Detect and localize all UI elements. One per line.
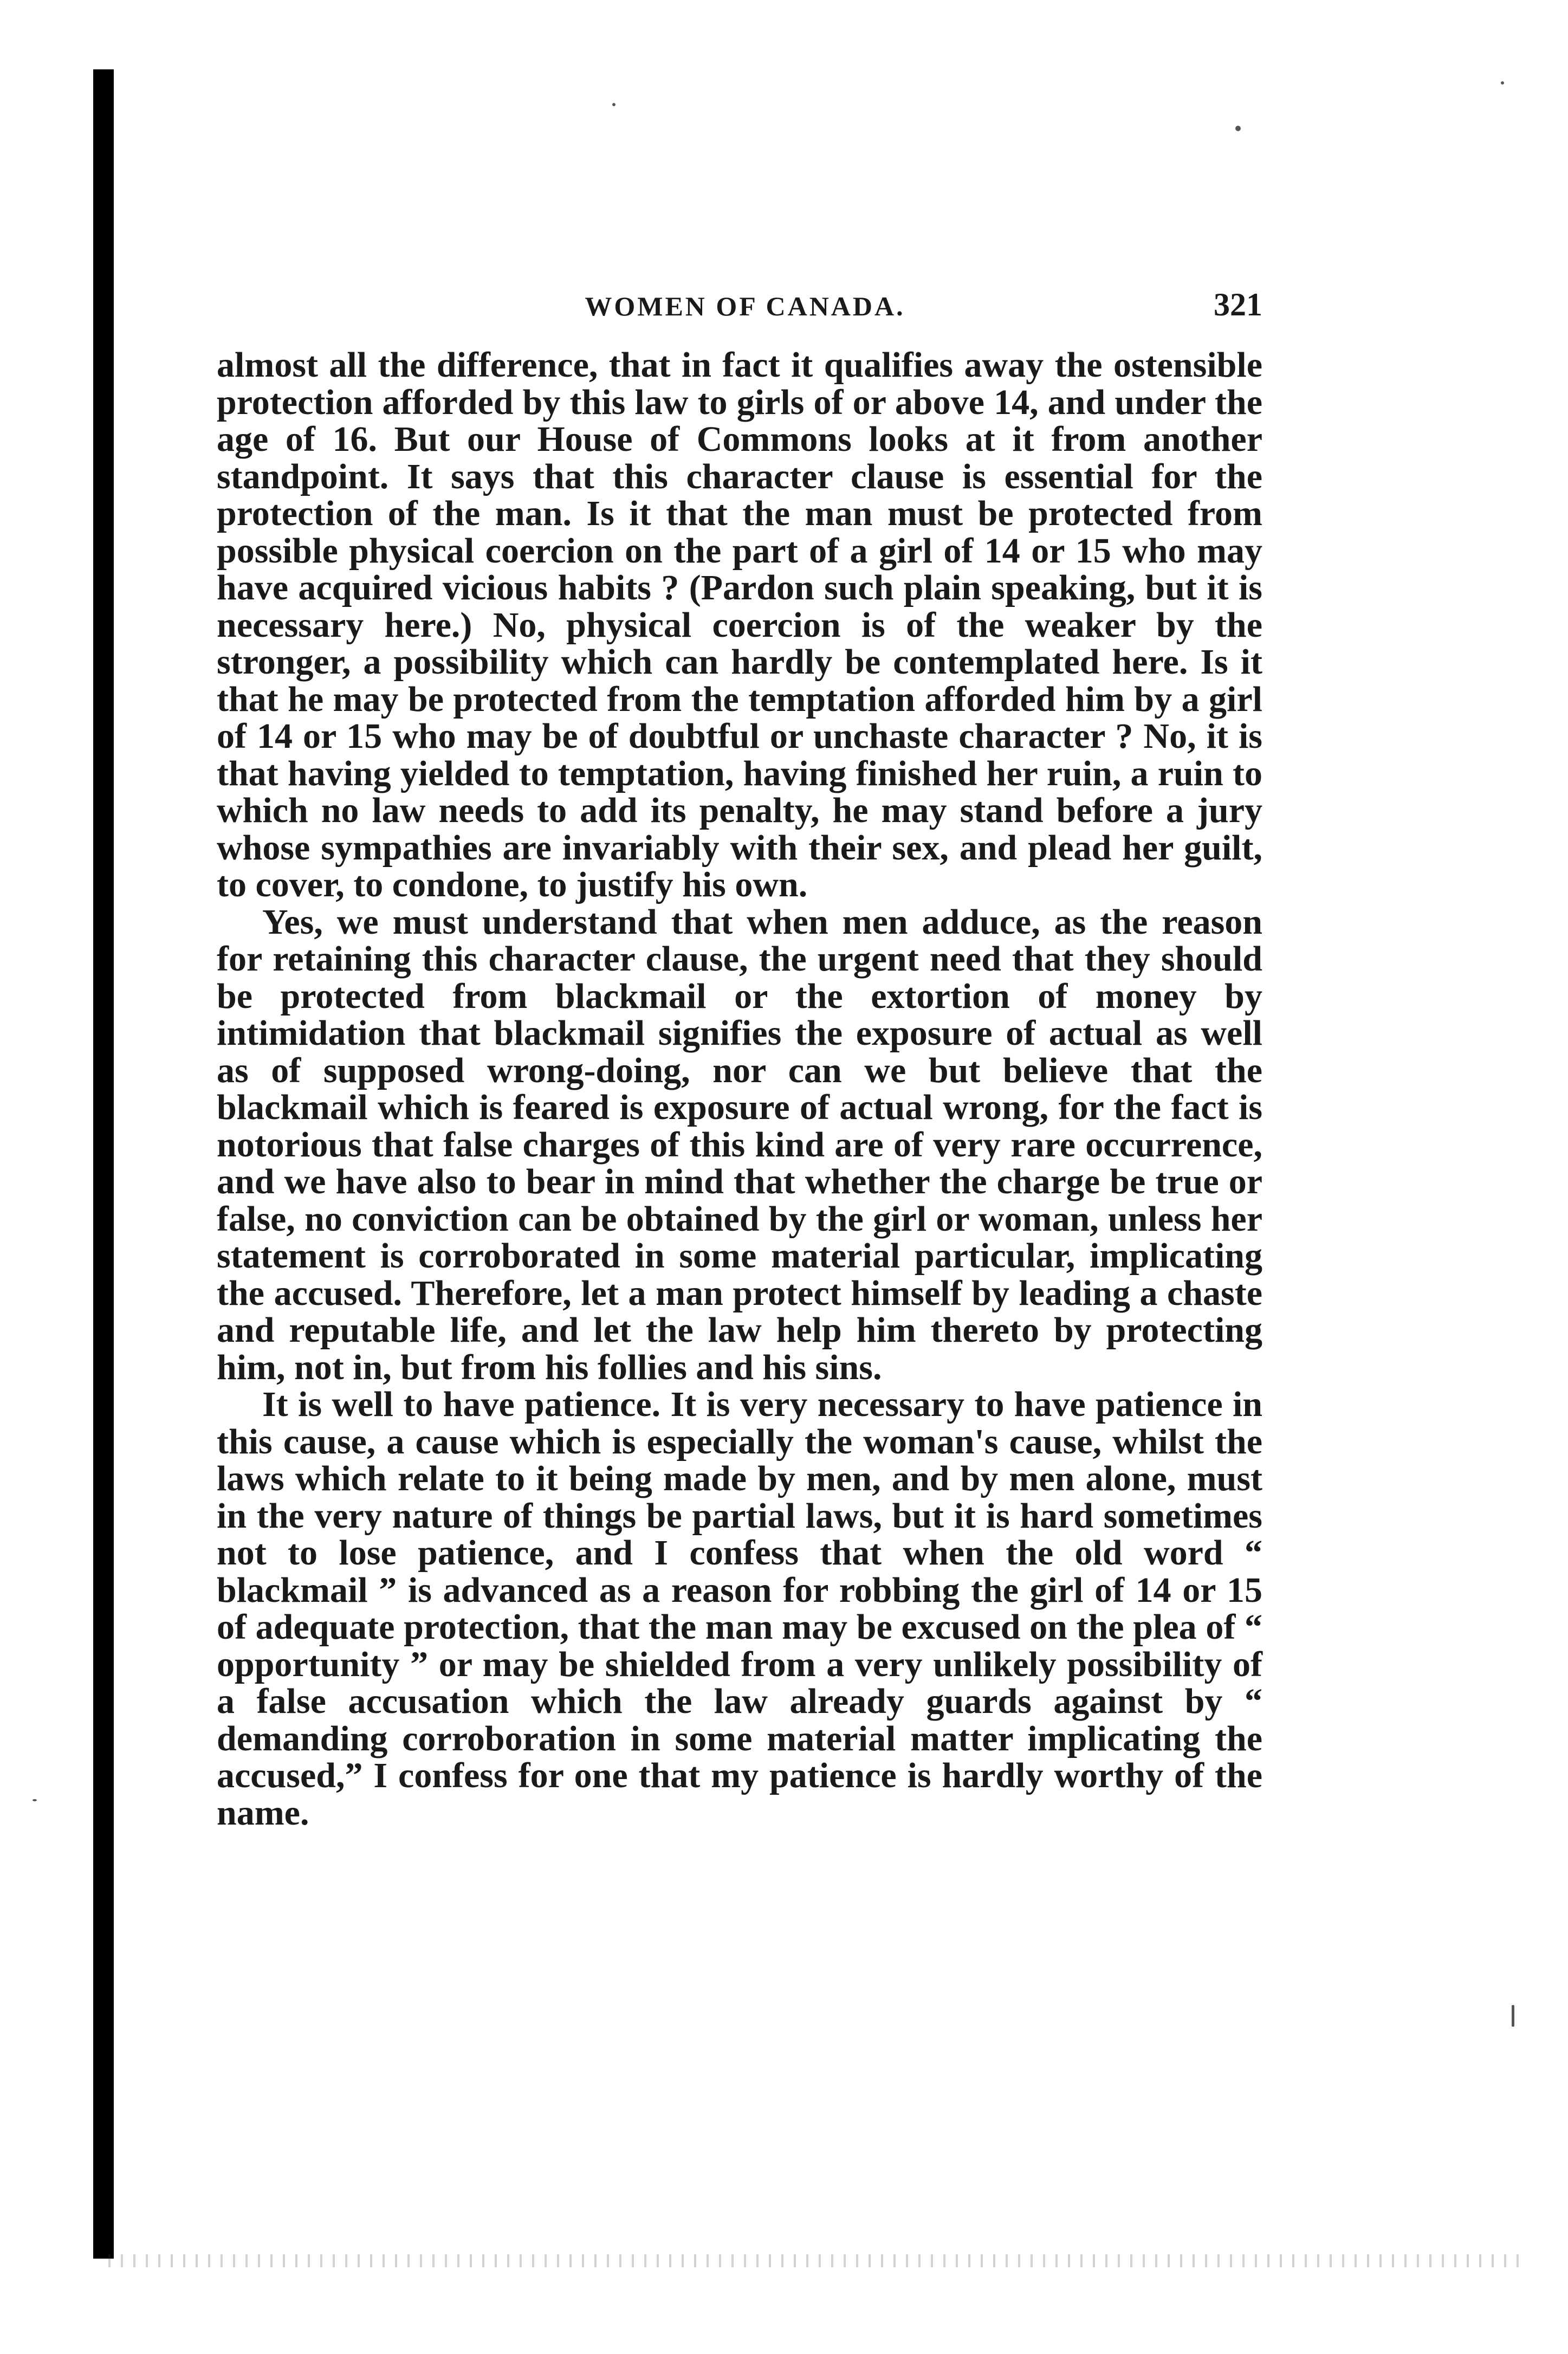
paragraph-2: Yes, we must understand that when men adduce, as the reason for retaining this character clause, the urgent need that they should be protected from blackmail or the extortion of money by intimidation that blackmail signifies the exposure of actual as well as of supposed wrong-doing, nor can we but believe that the blackmail which is feared is exposure of actual wrong, for the fact is notorious that false charges of this kind are of very rare occurrence, and we have also to bear in mind that whether the charge be true or false, no conviction can be obtained by the girl or woman, unless her statement is corroborated in some material particular, implicating the accused. Therefore, let a man protect himself by leading a chaste and reputable life, and let the law help him thereto by protecting him, not in, but from his follies and his sins. bbox=[217, 902, 1262, 1387]
paragraph-3: It is well to have patience. It is very necessary to have patience in this cause, a cause which is especially the woman's cause, whilst the laws which relate to it being made by men, and by men alone, must in the very nature of things be partial laws, but it is hard sometimes not to lose patience, and I confess that when the old word “ blackmail ” is advanced as a reason for robbing the girl of 14 or 15 of adequate protection, that the man may be excused on the plea of “ opportunity ” or may be shielded from a very unlikely possibility of a false accusation which the law already guards against by “ demanding corroboration in some material matter implicating the accused,” I confess for one that my patience is hardly worthy of the name. bbox=[217, 1385, 1262, 1833]
paragraph-1: almost all the difference, that in fact it qualifies away the ostensible protection afforded by this law to girls of or above 14, and under the age of 16. But our House of Commons looks at it from another standpoint. It says that this character clause is essential for the protection of the man. Is it that the man must be protected from possible physical coercion on the part of a girl of 14 or 15 who may have acquired vicious habits ? (Pardon such plain speaking, but it is necessary here.) No, physical coercion is of the weaker by the stronger, a possibility which can hardly be contemplated here. Is it that he may be protected from the temptation afforded him by a girl of 14 or 15 who may be of doubtful or unchaste character ? No, it is that having yielded to temptation, having finished her ruin, a ruin to which no law needs to add its penalty, he may stand before a jury whose sympathies are invariably with their sex, and plead her guilt, to cover, to condone, to justify his own. bbox=[217, 345, 1262, 904]
page-number: 321 bbox=[1214, 287, 1262, 322]
body-text bbox=[217, 347, 1262, 1832]
page-binding-edge bbox=[93, 69, 114, 2259]
scan-speck bbox=[612, 103, 615, 106]
scan-speck bbox=[1512, 2005, 1514, 2027]
page-header bbox=[217, 286, 1273, 324]
running-head: WOMEN OF CANADA. bbox=[585, 291, 905, 321]
scan-speck bbox=[1501, 81, 1504, 85]
scan-speck bbox=[1235, 126, 1241, 131]
scan-noise-strip bbox=[108, 2254, 1528, 2267]
scan-speck bbox=[33, 1799, 37, 1801]
